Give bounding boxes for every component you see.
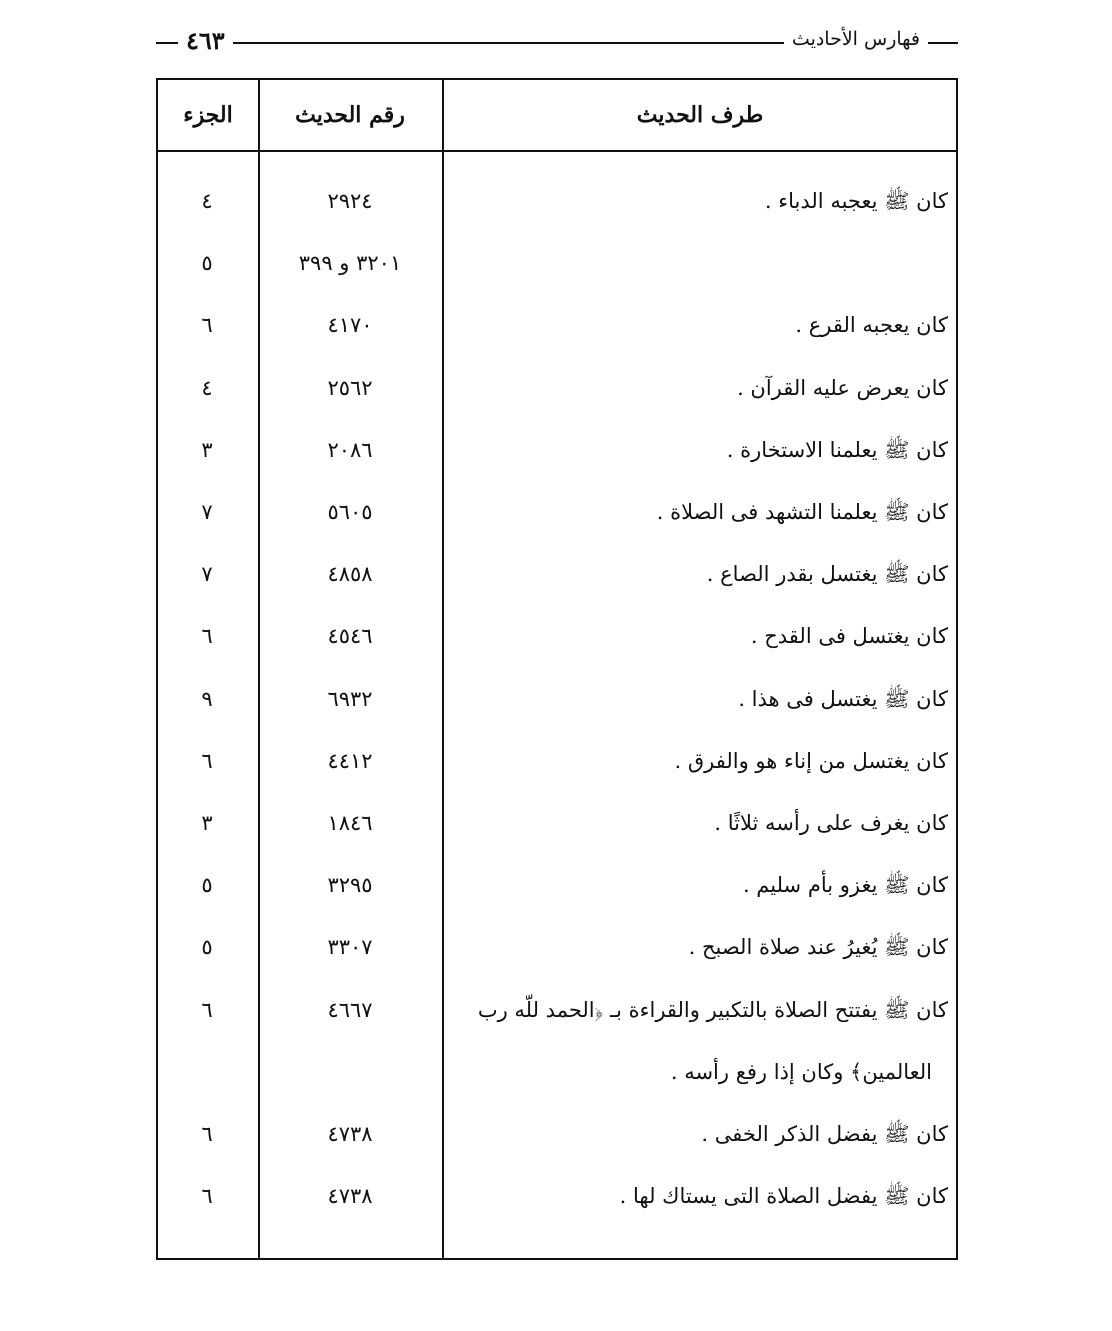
hadith-text: كان ﷺ يعلمنا الاستخارة . [726,437,948,462]
volume-number: ٤ [201,189,213,213]
volume-number: ٦ [201,313,213,338]
hadith-number: ٤٤١٢ [327,748,373,773]
volume-number: ٦ [201,1122,213,1146]
hadith-number: ٢٠٨٦ [327,437,373,462]
volume-number: ٧ [201,500,213,524]
hadith-number: ٣٢٩٥ [327,873,373,898]
volume-number: ٣ [201,811,213,835]
column-header-number: رقم الحديث [295,102,405,128]
table-row [158,605,956,667]
hadith-text: كان يغتسل من إناء هو والفرق . [674,748,948,773]
table-row [158,357,956,419]
hadith-number: ٣٢٠١ و ٣٩٩ [298,251,402,276]
table-row [158,668,956,730]
volume-number: ٦ [201,1184,213,1209]
volume-number: ٣ [201,437,213,462]
table-row [158,1103,956,1165]
hadith-number: ٤٨٥٨ [327,562,373,587]
hadith-index-table [156,78,958,1260]
hadith-number: ٤٧٣٨ [327,1184,373,1209]
hadith-number: ٤٥٤٦ [327,624,373,649]
volume-number: ٥ [201,251,213,276]
table-row [158,481,956,543]
table-row [158,730,956,792]
hadith-text: كان ﷺ يفتتح الصلاة بالتكبير والقراءة بـ ﴿الحمد للّه رب [477,997,948,1022]
table-row [158,916,956,978]
hadith-text: كان يعرض عليه القرآن . [737,375,948,400]
hadith-text: كان ﷺ يُغيرُ عند صلاة الصبح . [688,935,948,960]
page-header [156,26,958,58]
hadith-text: كان ﷺ يغتسل بقدر الصاع . [706,562,948,587]
hadith-text: كان يغتسل فى القدح . [750,624,948,649]
column-header-part: الجزء [183,102,233,128]
hadith-number: ٦٩٣٢ [327,686,373,711]
header-divider [158,150,956,152]
hadith-text: كان ﷺ يفضل الصلاة التى يستاك لها . [619,1184,948,1209]
hadith-text: كان ﷺ يعلمنا التشهد فى الصلاة . [656,500,948,524]
volume-number: ٦ [201,624,213,649]
hadith-number: ٢٩٢٤ [327,189,373,213]
hadith-number: ٣٣٠٧ [327,935,373,960]
hadith-text: العالمين﴾ وكان إذا رفع رأسه . [670,1059,932,1084]
hadith-number: ٤٦٦٧ [327,997,373,1022]
volume-number: ٦ [201,748,213,773]
volume-number: ٥ [201,873,213,898]
volume-number: ٧ [201,562,213,587]
header-title: فهارس الأحاديث [784,28,928,50]
table-row [158,170,956,232]
hadith-number: ٤٧٣٨ [327,1122,373,1146]
hadith-text: كان يعجبه القرع . [795,313,948,338]
table-row [158,1041,956,1103]
table-row [158,543,956,605]
table-row [158,294,956,356]
hadith-text: كان ﷺ يغتسل فى هذا . [738,686,948,711]
table-row [158,979,956,1041]
table-row [158,232,956,294]
hadith-text: كان ﷺ يفضل الذكر الخفى . [701,1122,948,1146]
volume-number: ٦ [201,997,213,1022]
table-row [158,1165,956,1227]
hadith-number: ١٨٤٦ [327,811,373,835]
table-row [158,792,956,854]
hadith-number: ٤١٧٠ [327,313,373,338]
table-row [158,419,956,481]
hadith-text: كان ﷺ يغزو بأم سليم . [742,873,948,898]
hadith-number: ٢٥٦٢ [327,375,373,400]
volume-number: ٥ [201,935,213,960]
volume-number: ٩ [201,686,213,711]
hadith-text: كان يغرف على رأسه ثلاثًا . [714,811,948,835]
page-number: ٤٦٣ [178,26,233,55]
hadith-text: كان ﷺ يعجبه الدباء . [764,189,948,213]
volume-number: ٤ [201,375,213,400]
column-header-hadith: طرف الحديث [636,102,764,128]
table-row [158,854,956,916]
hadith-number: ٥٦٠٥ [327,500,373,524]
